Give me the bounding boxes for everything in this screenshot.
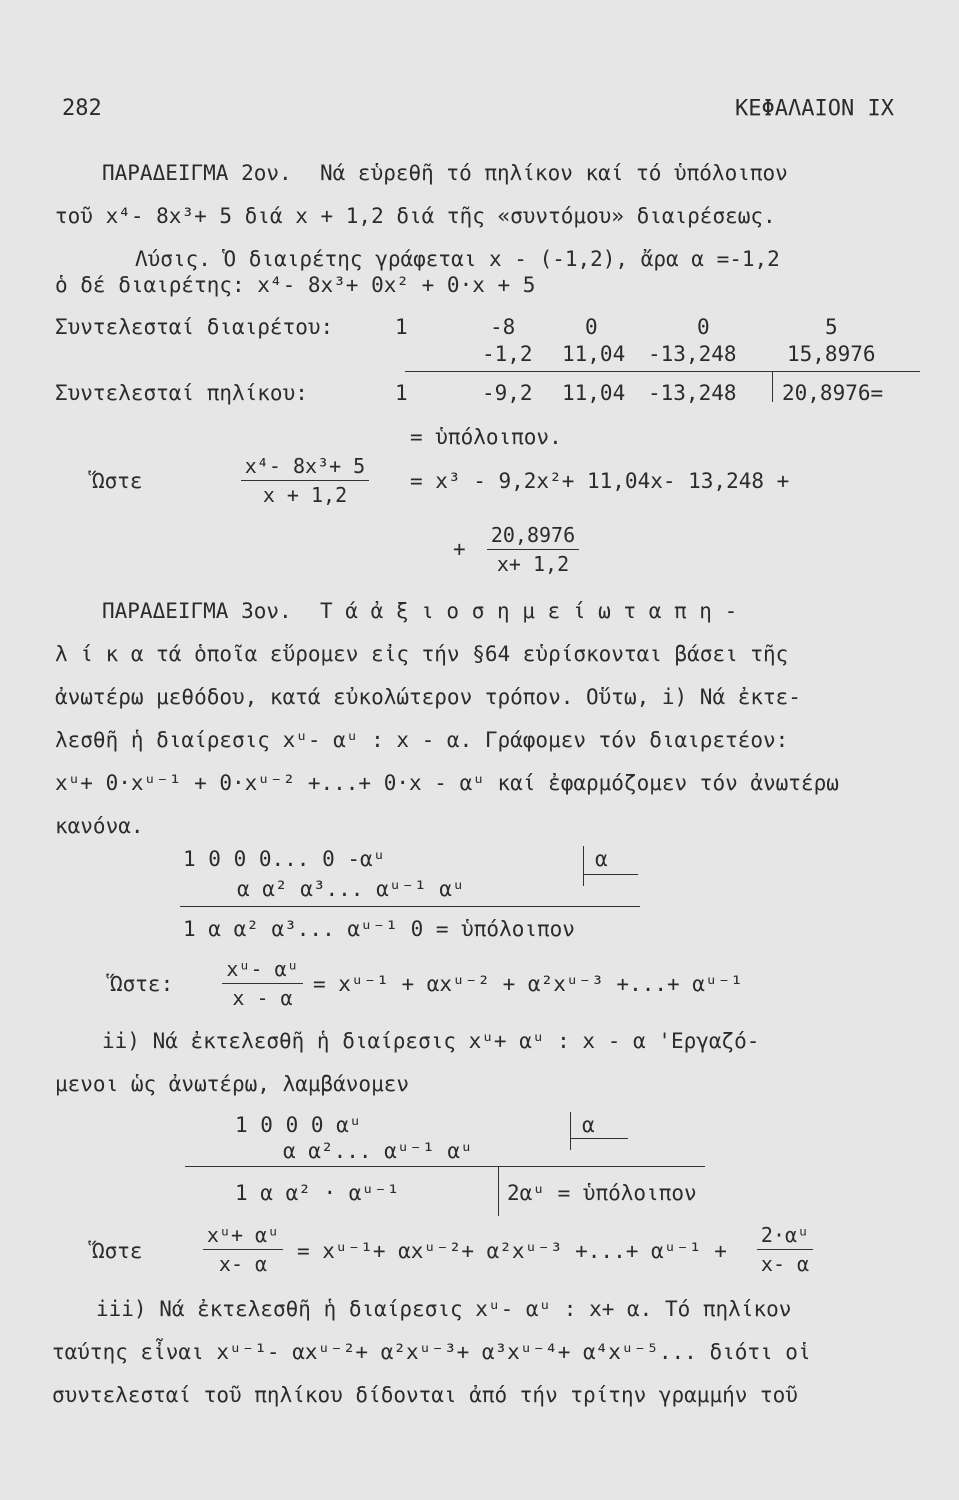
product-coeff: 15,8976 [787, 342, 876, 366]
quotient-coeff: -13,248 [648, 381, 737, 405]
part2-fraction [193, 1223, 293, 1276]
example3-line1: Τ ά ἀ ξ ι ο σ η μ ε ί ω τ α π η - [320, 599, 738, 623]
divisor-coeff: 0 [697, 315, 710, 339]
scheme2-remainder-bar [498, 1166, 499, 1216]
fraction-numerator: xᵘ+ αᵘ [203, 1223, 283, 1250]
divisor-coeff: 0 [585, 315, 598, 339]
scheme2-remainder: 2αᵘ = ὑπόλοιπον [507, 1181, 697, 1205]
division-bar [772, 372, 773, 402]
example2-line1: Νά εὑρεθῆ τό πηλίκον καί τό ὑπόλοιπον [320, 161, 788, 185]
fraction-denominator: x- α [218, 1252, 268, 1276]
quotient-coeff: 1 [395, 381, 408, 405]
fraction-numerator: xᵘ- αᵘ [222, 957, 302, 984]
example3-line5: xᵘ+ 0·xᵘ⁻¹ + 0·xᵘ⁻² +...+ 0·x - αᵘ καί ἐφαρμόζομεν τόν ἀνωτέρω [55, 771, 839, 795]
solution-line1: Λύσις. Ὁ διαιρέτης γράφεται x - (-1,2), ἄρα α =-1,2 [135, 247, 780, 271]
divisor-coeff: 1 [395, 315, 408, 339]
scheme1-divisor-bar [583, 846, 584, 886]
scheme2-rule [185, 1166, 705, 1167]
part2-line2: μενοι ὡς ἀνωτέρω, λαμβάνομεν [55, 1072, 410, 1096]
scheme1-divisor-rule [583, 874, 638, 875]
fraction-numerator: 20,8976 [487, 523, 579, 550]
divisor-coeff-label: Συντελεσταί διαιρέτου: [55, 315, 334, 339]
scheme1-row2: α α² α³... αᵘ⁻¹ αᵘ [237, 877, 465, 901]
scheme1-fraction [215, 957, 310, 1010]
scheme1-rule [180, 906, 640, 907]
part3-line3: συντελεσταί τοῦ πηλίκου δίδονται ἀπό τήν τρίτην γραμμήν τοῦ [52, 1383, 798, 1407]
fraction-denominator: x + 1,2 [262, 483, 348, 507]
part2-tail-fraction [740, 1223, 830, 1276]
quotient-coeff: 11,04 [562, 381, 626, 405]
example3-line6: κανόνα. [55, 814, 144, 838]
quotient-coeff-label: Συντελεσταί πηλίκου: [55, 381, 308, 405]
result-rhs: = x³ - 9,2x²+ 11,04x- 13,248 + [410, 469, 790, 493]
example2-line2: τοῦ x⁴- 8x³+ 5 διά x + 1,2 διά τῆς «συντόμου» διαιρέσεως. [55, 204, 776, 228]
scheme1-row1: 1 0 0 0... 0 -αᵘ [183, 847, 386, 871]
hence-label: Ὥστε [92, 469, 143, 493]
quotient-fraction [215, 454, 395, 507]
example3-line3: ἀνωτέρω μεθόδου, κατά εὐκολώτερον τρόπον. Οὕτω, i) Νά ἐκτε- [55, 685, 801, 709]
remainder-value: 20,8976= [782, 381, 884, 405]
example3-line2: λ ί κ α τά ὁποῖα εὕρομεν εἰς τήν §64 εὑρίσκονται βάσει τῆς [55, 642, 789, 666]
scheme1-hence-label: Ὥστε: [110, 972, 174, 996]
scheme2-divisor-rule [570, 1138, 628, 1139]
part3-line1: iii) Νά ἐκτελεσθῆ ἡ διαίρεσις xᵘ- αᵘ : x+ α. Τό πηλίκον [96, 1297, 792, 1321]
fraction-numerator: x⁴- 8x³+ 5 [241, 454, 369, 481]
scheme2-divisor-bar [570, 1112, 571, 1150]
chapter-title: ΚΕΦΑΛΑΙΟΝ ΙΧ [735, 96, 894, 121]
tail-plus: + [453, 537, 466, 561]
product-coeff: -13,248 [648, 342, 737, 366]
quotient-coeff: -9,2 [482, 381, 533, 405]
remainder-fraction [478, 523, 588, 576]
divisor-coeff: -8 [490, 315, 516, 339]
scheme2-row3: 1 α α² · αᵘ⁻¹ [235, 1181, 400, 1205]
example2-heading: ΠΑΡΑΔΕΙΓΜΑ 2ον. [102, 161, 292, 185]
scheme2-divisor: α [582, 1113, 595, 1137]
part2-line1: ii) Νά ἐκτελεσθῆ ἡ διαίρεσις xᵘ+ αᵘ : x - α 'Εργαζό- [102, 1029, 760, 1053]
fraction-denominator: x+ 1,2 [496, 552, 570, 576]
remainder-word: = ὑπόλοιπον. [410, 425, 562, 449]
example3-heading: ΠΑΡΑΔΕΙΓΜΑ 3ον. [102, 599, 292, 623]
fraction-denominator: x- α [760, 1252, 810, 1276]
scheme1-rhs: = xᵘ⁻¹ + αxᵘ⁻² + α²xᵘ⁻³ +...+ αᵘ⁻¹ [313, 972, 743, 996]
product-coeff: 11,04 [562, 342, 626, 366]
divisor-coeff: 5 [825, 315, 838, 339]
part2-rhs: = xᵘ⁻¹+ αxᵘ⁻²+ α²xᵘ⁻³ +...+ αᵘ⁻¹ + [297, 1239, 727, 1263]
product-coeff: -1,2 [482, 342, 533, 366]
fraction-numerator: 2·αᵘ [757, 1223, 813, 1250]
scheme2-row1: 1 0 0 0 αᵘ [235, 1113, 362, 1137]
example3-line4: λεσθῆ ἡ διαίρεσις xᵘ- αᵘ : x - α. Γράφομεν τόν διαιρετέον: [55, 728, 789, 752]
part3-line2: ταύτης εἶναι xᵘ⁻¹- αxᵘ⁻²+ α²xᵘ⁻³+ α³xᵘ⁻⁴+ α⁴xᵘ⁻⁵... διότι οἱ [52, 1340, 811, 1364]
page-number: 282 [62, 96, 102, 121]
solution-line2: ὁ δέ διαιρέτης: x⁴- 8x³+ 0x² + 0·x + 5 [55, 273, 536, 297]
part2-hence-label: Ὥστε [92, 1239, 143, 1263]
scheme2-row2: α α²... αᵘ⁻¹ αᵘ [283, 1139, 473, 1163]
scheme1-row3: 1 α α² α³... αᵘ⁻¹ 0 = ὑπόλοιπον [183, 917, 575, 941]
scheme1-divisor: α [595, 847, 608, 871]
fraction-denominator: x - α [232, 986, 293, 1010]
division-rule [405, 371, 920, 372]
